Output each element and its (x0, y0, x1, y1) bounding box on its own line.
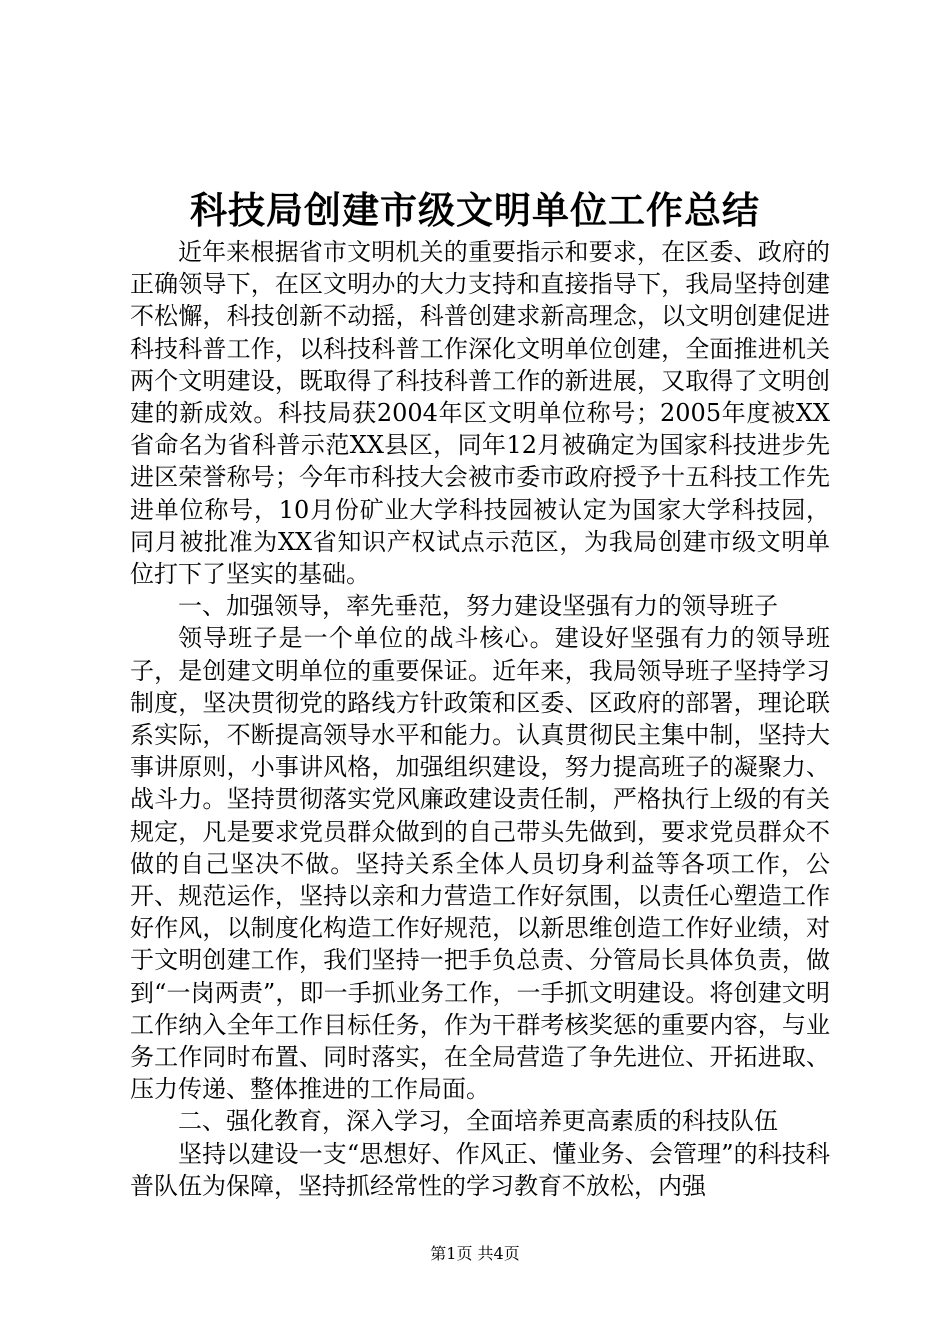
page-footer: 第1页 共4页 (430, 1244, 520, 1263)
document-title: 科技局创建市级文明单位工作总结 (190, 188, 760, 232)
intro-paragraph: 近年来根据省市文明机关的重要指示和要求，在区委、政府的正确领导下，在区文明办的大力支持和直接指导下，我局坚持创建不松懈，科技创新不动摇，科普创建求新高理念，以文明创建促进科技科普工作，以科技科普工作深化文明单位创建，全面推进机关两个文明建设，既取得了科技科普工作的新进展，又取得了文明创建的新成效。科技局获2004年区文明单位称号；2005年度被XX省命名为省科普示范XX县区，同年12月被确定为国家科技进步先进区荣誉称号；今年市科技大会被市委市政府授予十五科技工作先进单位称号，10月份矿业大学科技园被认定为国家大学科技园，同月被批准为XX省知识产权试点示范区，为我局创建市级文明单位打下了坚实的基础。 (130, 238, 830, 589)
document-body (130, 236, 830, 1202)
section-heading-1: 一、加强领导，率先垂范，努力建设坚强有力的领导班子 (178, 592, 778, 621)
section-2-paragraph: 坚持以建设一支“思想好、作风正、懂业务、会管理”的科技科普队伍为保障，坚持抓经常性的学习教育不放松，内强 (130, 1139, 830, 1200)
section-1-paragraph: 领导班子是一个单位的战斗核心。建设好坚强有力的领导班子，是创建文明单位的重要保证。近年来，我局领导班子坚持学习制度，坚决贯彻党的路线方针政策和区委、区政府的部署，理论联系实际，不断提高领导水平和能力。认真贯彻民主集中制，坚持大事讲原则，小事讲风格，加强组织建设，努力提高班子的凝聚力、战斗力。坚持贯彻落实党风廉政建设责任制，严格执行上级的有关规定，凡是要求党员群众做到的自己带头先做到，要求党员群众不做的自己坚决不做。坚持关系全体人员切身利益等各项工作，公开、规范运作，坚持以亲和力营造工作好氛围，以责任心塑造工作好作风，以制度化构造工作好规范，以新思维创造工作好业绩，对于文明创建工作，我们坚持一把手负总责、分管局长具体负责，做到“一岗两责”，即一手抓业务工作，一手抓文明建设。将创建文明工作纳入全年工作目标任务，作为干群考核奖惩的重要内容，与业务工作同时布置、同时落实，在全局营造了争先进位、开拓进取、压力传递、整体推进的工作局面。 (130, 624, 830, 1104)
section-heading-2: 二、强化教育，深入学习，全面培养更高素质的科技队伍 (178, 1107, 778, 1136)
